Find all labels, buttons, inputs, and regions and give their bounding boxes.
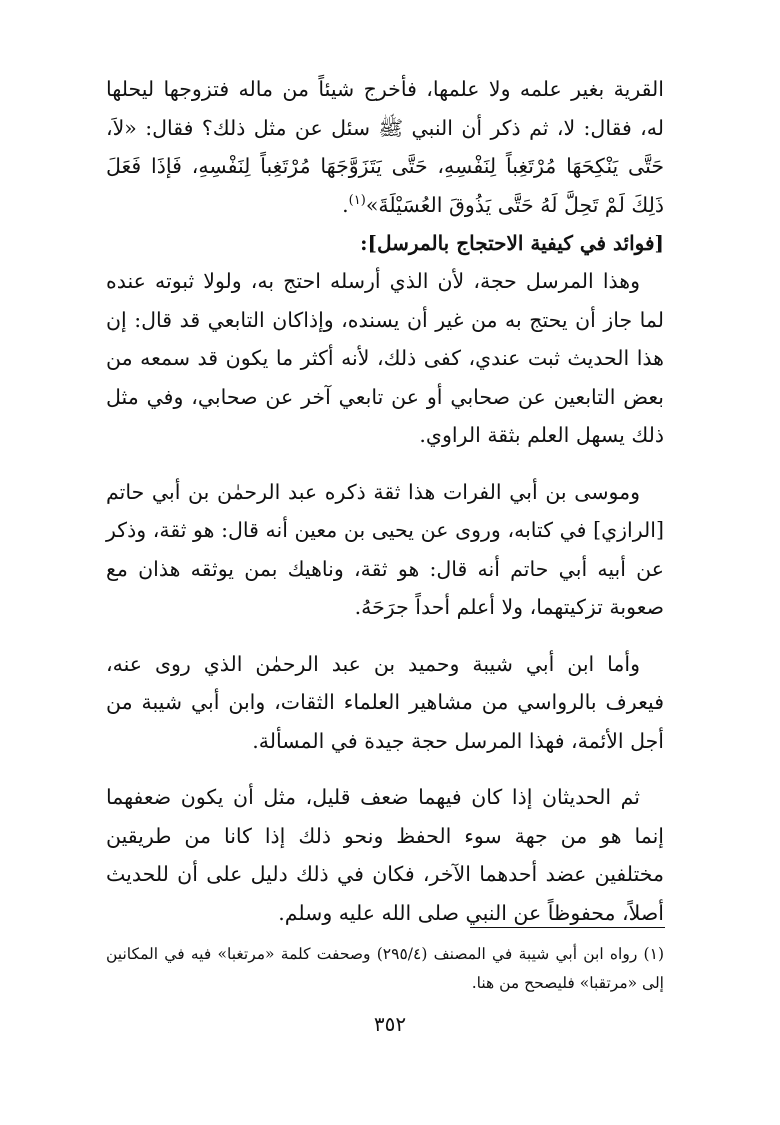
- intro-text: القرية بغير علمه ولا علمها، فأخرج شيئاً من ماله فتزوجها ليحلها له، فقال: لا، ثم ذكر أن النبي ﷺ سئل عن مثل ذلك؟ فقال: «لاَ، حَتَّى يَنْكِحَهَا مُرْتَغِباً لِنَفْسِهِ، حَتَّى يَتَزَوَّجَهَا مُرْتَغِباً لِنَفْسِهِ، فَإذَا فَعَلَ ذَلِكَ لَمْ تَحِلَّ لَهُ حَتَّى يَذُوقَ العُسَيْلَةَ»: [106, 77, 664, 217]
- footnote-marker: (١): [348, 192, 366, 208]
- intro-paragraph: [106, 70, 664, 224]
- paragraph-two-hadiths: ثم الحديثان إذا كان فيهما ضعف قليل، مثل أن يكون ضعفهما إنما هو من جهة سوء الحفظ ونحو ذلك إذا كانا من طريقين مختلفين عضد أحدهما الآخر، فكان في ذلك دليل على أن للحديث أصلاً، محفوظاً عن النبي صلى الله عليه وسلم.: [106, 785, 664, 925]
- page-number: ٣٥٢: [373, 1012, 407, 1036]
- section-heading: [فوائد في كيفية الاحتجاج بالمرسل]:: [360, 231, 664, 255]
- footnote: (١) رواه ابن أبي شيبة في المصنف (٢٩٥/٤) وصحفت كلمة «مرتغبا» فيه في المكانين إلى «مرتقبا» فليصحح من هنا.: [106, 945, 664, 992]
- paragraph-mursal-hujja: وهذا المرسل حجة، لأن الذي أرسله احتج به، ولولا ثبوته عنده لما جاز أن يحتج به من غير أن يسنده، وإذاكان التابعي قد قال: إن هذا الحديث ثبت عندي، كفى ذلك، لأنه أكثر ما يكون قد سمعه من بعض التابعين عن صحابي أو عن تابعي آخر عن صحابي، وفي مثل ذلك يسهل العلم بثقة الراوي.: [106, 269, 664, 447]
- page-body: [106, 70, 664, 932]
- paragraph-musa-ibn-abi-alfurat: وموسى بن أبي الفرات هذا ثقة ذكره عبد الرحمٰن بن أبي حاتم [الرازي] في كتابه، وروى عن يحيى بن معين أنه قال: هو ثقة، وذكر عن أبيه أبي حاتم أنه قال: هو ثقة، وناهيك بمن يوثقه هذان مع صعوبة تزكيتهما، ولا أعلم أحداً جرَحَهُ.: [106, 479, 664, 619]
- paragraph-ibn-abi-shayba: وأما ابن أبي شيبة وحميد بن عبد الرحمٰن الذي روى عنه، فيعرف بالرواسي من مشاهير العلماء الثقات، وابن أبي شيبة من أجل الأئمة، فهذا المرسل حجة جيدة في المسألة.: [106, 651, 664, 753]
- footnote-separator: [470, 927, 665, 928]
- intro-end: .: [342, 192, 349, 217]
